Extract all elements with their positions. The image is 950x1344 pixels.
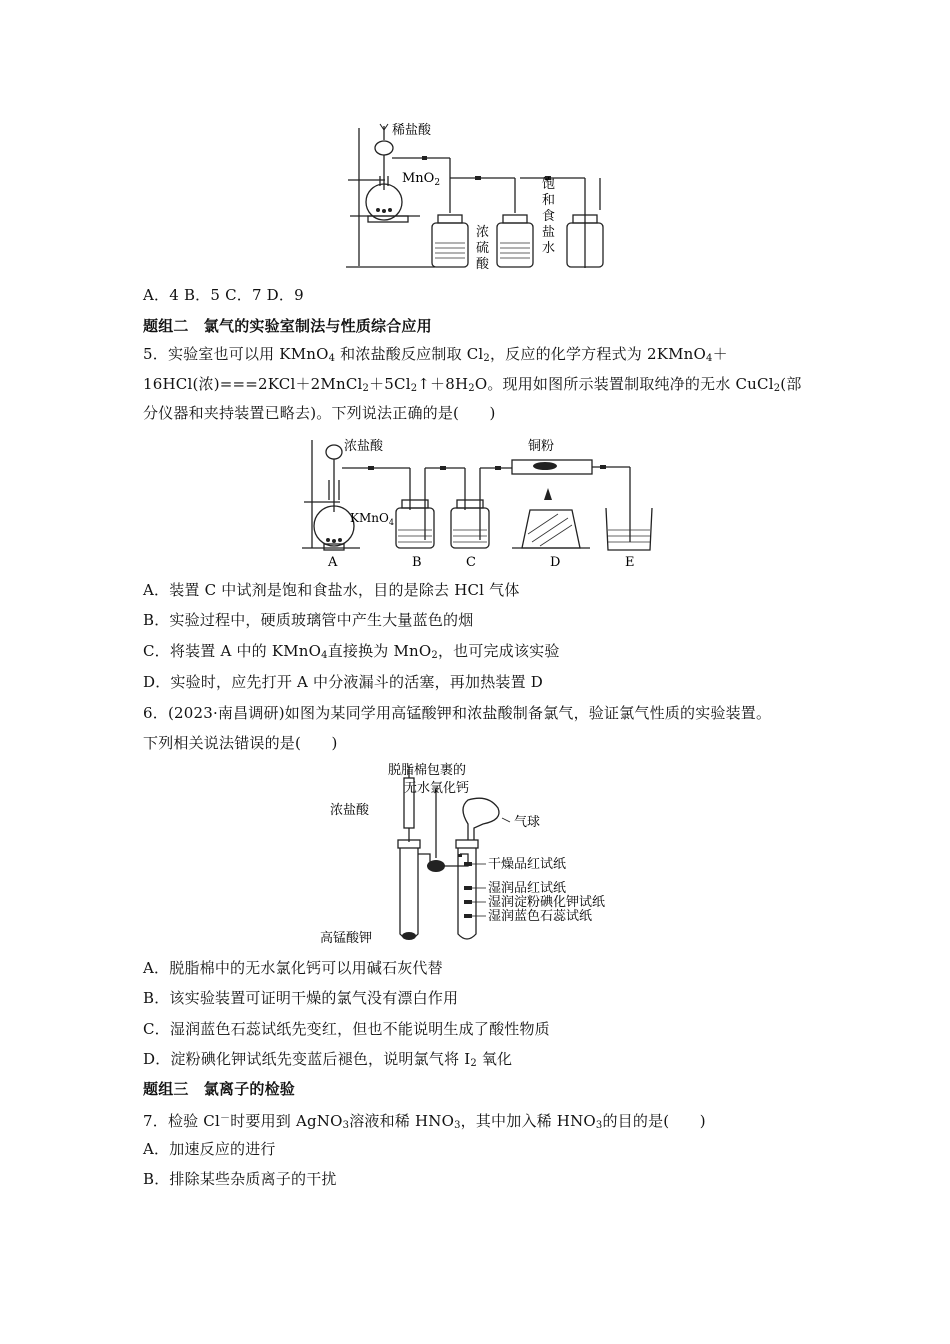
svg-text:MnO2: MnO$_2$ [402,171,441,188]
letter-d: D [550,555,561,570]
label-cotton-2: 无水氯化钙 [404,781,470,796]
label-wet-red-paper: 湿润品红试纸 [488,881,567,896]
q5-line-1: 5．实验室也可以用 KMnO$_4$ 和浓盐酸反应制取 $Cl_2$，反应的化学方程式为 2KMnO$_4$＋ [143,345,728,364]
q7-stem: 7．检验 Cl－时要用到 AgNO$_3$溶液和稀 $HNO_3$，其中加入稀 $HNO_3$的目的是( ) [143,1112,706,1131]
q5-line-3: 分仪器和夹持装置已略去)。下列说法正确的是( ) [143,404,496,422]
figure-1-apparatus [340,118,610,278]
label-conc-hcl: 浓盐酸 [344,439,384,454]
label-sat-salt-1: 饱 [542,177,556,192]
label-dry-paper: 干燥品红试纸 [488,857,567,872]
letter-c: C [466,555,476,570]
letter-a: A [328,555,338,570]
q7-option-a: A．加速反应的进行 [143,1140,276,1158]
q6-line-1: 6．(2023·南昌调研)如图为某同学用高锰酸钾和浓盐酸制备氯气，验证氯气性质的实验装置。 [143,704,772,722]
q5-line-2: 16HCl(浓)$===2KCl+2MnCl_2+5Cl_2↑+8H_2O$。现用如图所示装置制取纯净的无水 CuCl$_2$(部 [143,375,802,394]
label-dilute-hcl: 稀盐酸 [392,123,432,138]
q5-option-c: C．将装置 A 中的 KMnO$_4$直接换为 MnO$_2$，也可完成该实验 [143,642,560,661]
letter-b: B [412,555,422,570]
label-mno2: MnO [402,171,435,186]
letter-e: E [625,555,635,570]
svg-text:KMnO4: KMnO$_4$ [350,511,394,527]
section-3-title: 题组三 氯离子的检验 [143,1080,296,1098]
label-kmno4-3: 高锰酸钾 [320,931,373,946]
label-kmno4: KMnO [350,511,389,525]
label-wet-ki-paper: 湿润淀粉碘化钾试纸 [488,895,606,910]
label-conc-h2so4-3: 酸 [476,257,490,272]
q6-option-b: B．该实验装置可证明干燥的氯气没有漂白作用 [143,989,459,1007]
figure-3-apparatus [318,758,638,950]
label-conc-h2so4-1: 浓 [476,225,490,240]
q4-options: A．4 B．5 C．7 D．9 [143,286,304,304]
figure-2-svg [300,430,660,575]
figure-3-svg [318,758,638,950]
label-sat-salt-3: 食 [542,209,556,224]
q6-option-c: C．湿润蓝色石蕊试纸先变红，但也不能说明生成了酸性物质 [143,1020,550,1038]
label-sat-salt-5: 水 [542,241,556,256]
figure-2-apparatus [300,430,660,575]
q6-option-d: D．淀粉碘化钾试纸先变蓝后褪色，说明氯气将 $I_2$ 氧化 [143,1050,513,1069]
label-balloon: 气球 [514,815,541,830]
section-2-title: 题组二 氯气的实验室制法与性质综合应用 [143,317,432,335]
label-copper-powder: 铜粉 [528,439,555,454]
label-wet-litmus-paper: 湿润蓝色石蕊试纸 [488,909,593,924]
q7-option-b: B．排除某些杂质离子的干扰 [143,1170,337,1188]
q5-option-a: A．装置 C 中试剂是饱和食盐水，目的是除去 HCl 气体 [143,581,520,599]
q6-option-a: A．脱脂棉中的无水氯化钙可以用碱石灰代替 [143,959,443,977]
figure-1-svg [340,118,610,278]
label-conc-h2so4-2: 硫 [476,241,490,256]
label-conc-hcl-3: 浓盐酸 [330,803,370,818]
label-sat-salt-2: 和 [542,193,556,208]
q5-option-d: D．实验时，应先打开 A 中分液漏斗的活塞，再加热装置 D [143,673,543,691]
label-sat-salt-4: 盐 [542,225,556,240]
label-cotton-1: 脱脂棉包裹的 [388,763,467,778]
q6-line-2: 下列相关说法错误的是( ) [143,734,338,752]
q5-option-b: B．实验过程中，硬质玻璃管中产生大量蓝色的烟 [143,611,474,629]
